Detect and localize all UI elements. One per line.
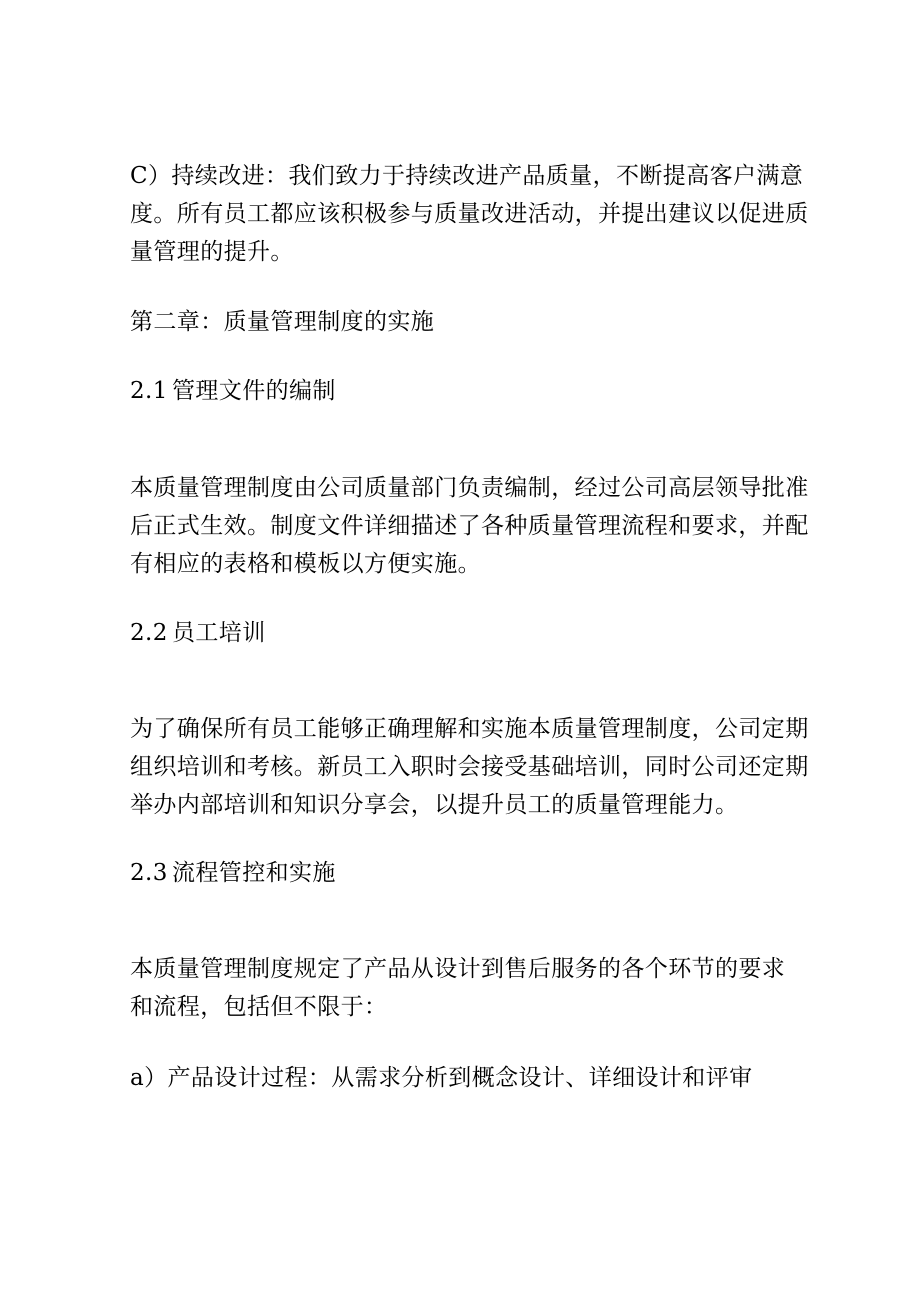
paragraph-line: 和流程，包括但不限于： <box>130 994 388 1020</box>
section-number: 2.1 <box>130 378 168 404</box>
paragraph-line: 为了确保所有员工能够正确理解和实施本质量管理制度，公司定期 <box>130 716 809 742</box>
paragraph-line: 度。所有员工都应该积极参与质量改进活动，并提出建议以促进质 <box>130 201 809 227</box>
chapter-heading: 第二章：质量管理制度的实施 <box>130 309 435 335</box>
paragraph-line: 举办内部培训和知识分享会，以提升员工的质量管理能力。 <box>130 792 739 818</box>
list-item-a: a）产品设计过程：从需求分析到概念设计、详细设计和评审 <box>130 1065 753 1091</box>
paragraph-line: 本质量管理制度规定了产品从设计到售后服务的各个环节的要求 <box>130 956 786 982</box>
paragraph-line: 组织培训和考核。新员工入职时会接受基础培训，同时公司还定期 <box>130 754 809 780</box>
paragraph-line: 有相应的表格和模板以方便实施。 <box>130 551 481 577</box>
section-title: 员工培训 <box>172 620 266 646</box>
section-number: 2.3 <box>130 860 168 886</box>
paragraph-line: 量管理的提升。 <box>130 239 294 265</box>
section-number: 2.2 <box>130 620 168 646</box>
section-heading-2-2 <box>130 622 800 645</box>
section-title: 流程管控和实施 <box>172 860 336 886</box>
section-heading-2-3 <box>130 862 800 885</box>
section-heading-2-1 <box>130 380 800 403</box>
paragraph-line: 后正式生效。制度文件详细描述了各种质量管理流程和要求，并配 <box>130 513 809 539</box>
paragraph-line: C）持续改进：我们致力于持续改进产品质量，不断提高客户满意 <box>130 163 804 189</box>
paragraph-line: 本质量管理制度由公司质量部门负责编制，经过公司高层领导批准 <box>130 475 809 501</box>
section-title: 管理文件的编制 <box>172 378 336 404</box>
